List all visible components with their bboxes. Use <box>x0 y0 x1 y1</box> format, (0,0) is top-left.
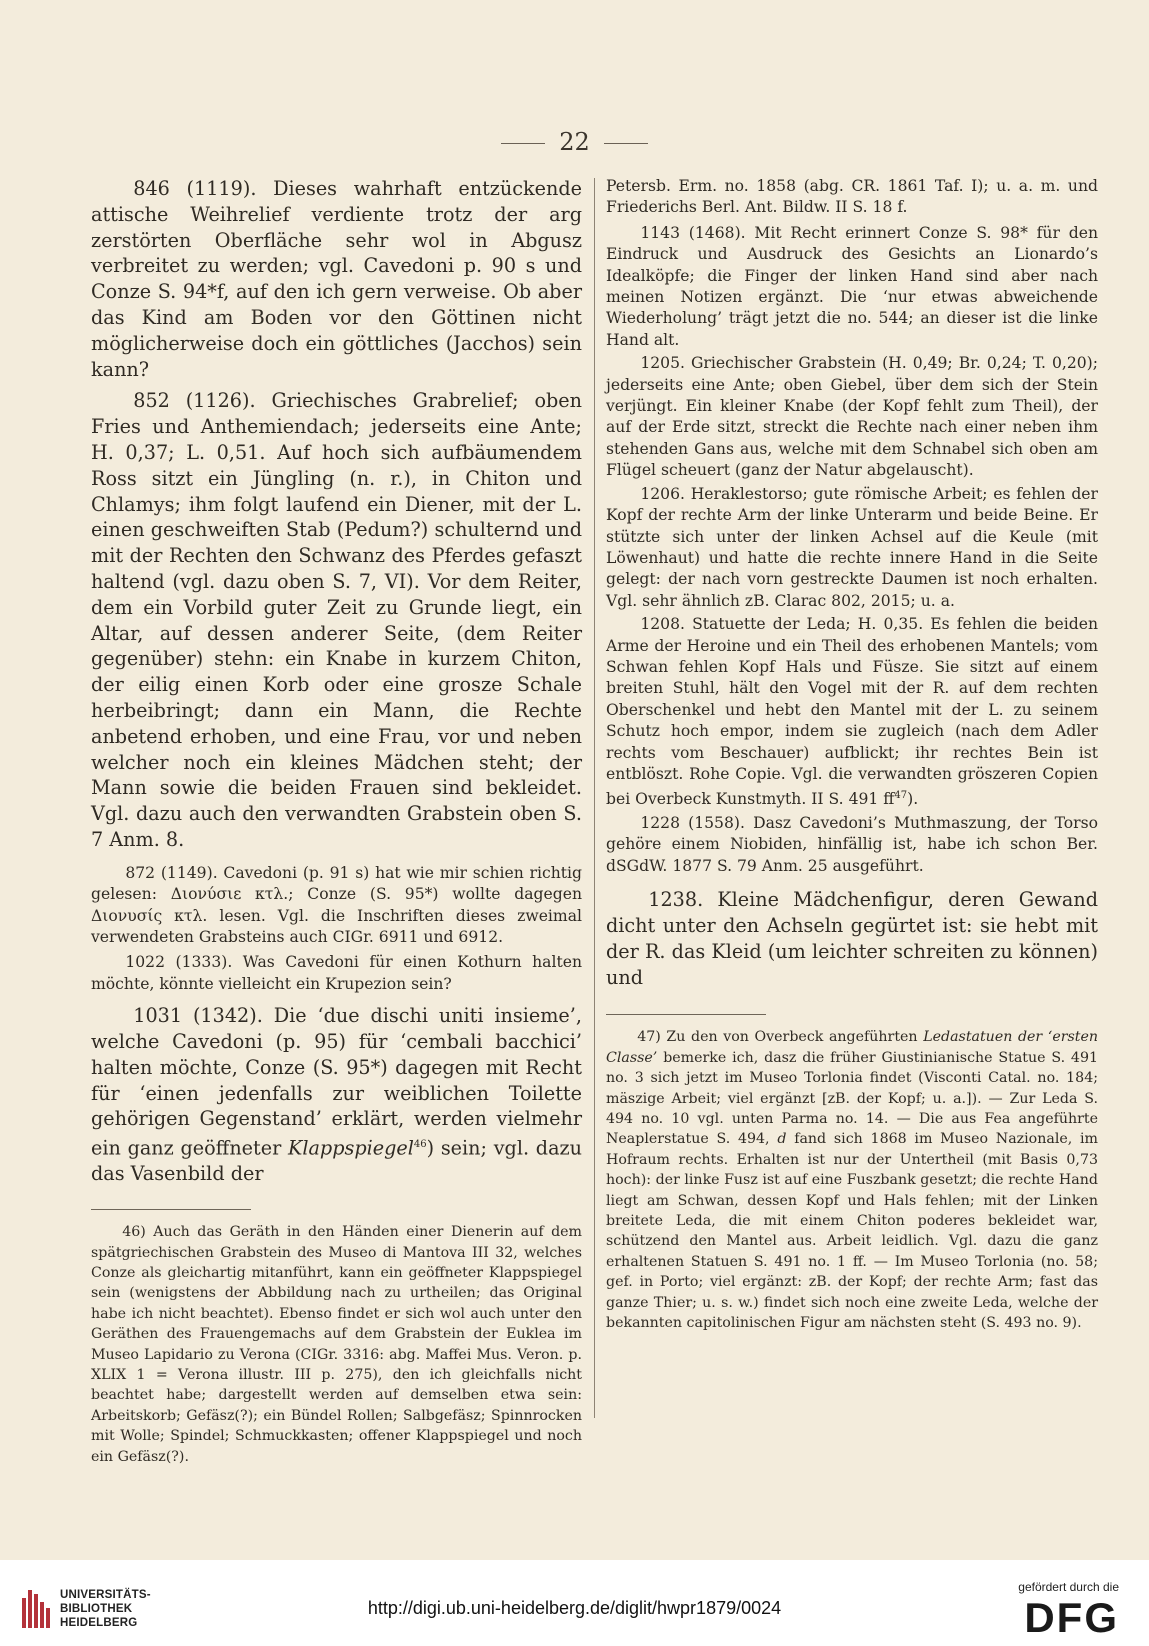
paragraph-1031 <box>91 1003 582 1187</box>
column-divider <box>594 178 595 1418</box>
library-name-line2: BIBLIOTHEK <box>60 1603 133 1615</box>
left-column <box>91 176 582 1467</box>
dfg-logo <box>979 1580 1119 1640</box>
footnote-ref-46: 46 <box>413 1139 427 1151</box>
footnote-47-text-2: bemerke ich, dasz die früher Giustinianische Statue S. 491 no. 3 sich jetzt im Museo Torlonia findet (Visconti Catal. no. 184; mäszige Arbeit; viel ergänzt [zB. der Kopf; u. a.]). — Zur Leda S. 494 no. 10 vgl. unten Parma no. 14. — Die aus Fea angeführte Neaplerstatue S. 494, <box>606 1049 1099 1148</box>
paragraph-continued: Petersb. Erm. no. 1858 (abg. CR. 1861 Taf. I); u. a. m. und Friederichs Berl. Ant. Bildw. II S. 18 f. <box>606 177 1098 217</box>
paragraph-1031-text: 1031 (1342). Die ‘due dischi uniti insieme’, welche Cavedoni (p. 95) für ‘cembali bacchici’ halten möchte, Conze (S. 95*) dagegen mit Recht für ‘einen jedenfalls zur weiblichen Toilette gehörigen Gegenstand’ erklärt, werden vielmehr ein ganz geöffneter <box>91 1004 582 1160</box>
right-column <box>606 176 1098 1333</box>
footnote-47-italic-d: d <box>777 1131 787 1148</box>
footnote-47-text-3: fand sich 1868 im Museo Nazionale, im Hofraum rechts. Erhalten ist nur der Untertheil (mit Basis 0,73 hoch): der linke Fusz ist auf eine Fuszbank gesetzt; die rechte Hand liegt am Schwan, dessen Kopf und Hals fehlen; mit der Linken breitete Leda, die mit einem Chiton poderes bekleidet war, schützend den Mantel aus. Arbeit leidlich. Vgl. dazu die ganz erhaltenen Statuen S. 491 no. 1 ff. — Im Museo Torlonia (no. 58; gef. in Porto; viel ergänzt: zB. der Kopf; der rechte Arm; fast das ganze Thier; u. s. w.) findet sich noch eine zweite Leda, welche der bekannten capitolinischen Figur am nächsten steht (S. 493 no. 9). <box>606 1131 1099 1332</box>
paragraph-846: 846 (1119). Dieses wahrhaft entzückende attische Weihrelief verdiente trotz der arg zerstörten Oberfläche sehr wol in Abgusz verbreitet zu werden; vgl. Cavedoni p. 90 s und Conze S. 94*f, auf den ich gern verweise. Ob aber das Kind am Boden vor den Göttinen nicht möglicherweise doch ein göttliches (Jacchos) sein kann? <box>91 177 582 381</box>
footnote-47 <box>606 1027 1098 1333</box>
paragraph-1208-end: ). <box>907 790 919 809</box>
paragraph-1031-italic: Klappspiegel <box>288 1136 414 1160</box>
paragraph-872: 872 (1149). Cavedoni (p. 91 s) hat wie mir schien richtig gelesen: Διονύσιε κτλ.; Conze (S. 95*) wollte dagegen Διονυσίς κτλ. lesen. Vgl. die Inschriften dieses zweimal verwendeten Grabsteins auch CIGr. 6911 und 6912. <box>91 863 582 946</box>
paragraph-852: 852 (1126). Griechisches Grabrelief; oben Fries und Anthemiendach; jederseits eine Ante; H. 0,37; L. 0,51. Auf hoch sich aufbäumendem Ross sitzt ein Jüngling (n. r.), in Chiton und Chlamys; ihm folgt laufend ein Diener, mit der L. einen geschweiften Stab (Pedum?) schulternd und mit der Rechten den Schwanz des Pferdes gefaszt haltend (vgl. dazu oben S. 7, VI). Vor dem Reiter, dem ein Vorbild guter Zeit zu Grunde liegt, ein Altar, auf dessen anderer Seite, (dem Reiter gegenüber) stehn: ein Knabe in kurzem Chiton, der eilig einen Korb oder eine grosze Schale herbeibringt; dann ein Mann, die Rechte anbetend erhoben, und eine Frau, vor und neben welcher noch ein kleines Mädchen steht; der Mann sowie die beiden Frauen sind bekleidet. Vgl. dazu auch den verwandten Grabstein oben S. 7 Anm. 8. <box>91 389 582 851</box>
paragraph-1206: 1206. Heraklestorso; gute römische Arbeit; es fehlen der Kopf der rechte Arm der linke Unterarm und beide Beine. Er stützte sich unter der linken Achsel auf die Keule (mit Löwenhaut) und hatte die rechte innere Hand in die Seite gelegt: der nach vorn gestreckte Daumen ist noch erhalten. Vgl. sehr ähnlich zB. Clarac 802, 2015; u. a. <box>606 484 1098 610</box>
paragraph-1228: 1228 (1558). Dasz Cavedoni’s Muthmaszung, der Torso gehöre einem Niobiden, hinfällig ist, habe ich schon Ber. dSGdW. 1877 S. 79 Anm. 25 ausgeführt. <box>606 813 1098 875</box>
footnote-47-text: 47) Zu den von Overbeck angeführten <box>637 1029 918 1046</box>
paragraph-1208 <box>606 614 1098 811</box>
sponsor-text: gefördert durch die <box>1018 1580 1119 1594</box>
paragraph-1031-text-end: ) sein; vgl. dazu das Vasenbild der <box>91 1136 582 1186</box>
paragraph-1238: 1238. Kleine Mädchenfigur, deren Gewand dicht unter den Achseln gegürtet ist: sie hebt mit der R. das Kleid (um leichter schreiten zu können) und <box>606 888 1098 989</box>
page-number-text: 22 <box>559 128 590 156</box>
footnote-47-italic: Ledastatuen der ‘ersten Classe’ <box>606 1029 1099 1066</box>
footnote-rule-right <box>606 1014 766 1015</box>
dfg-logo-text: DFG <box>1024 1594 1119 1641</box>
library-name-line1: UNIVERSITÄTS- <box>60 1589 151 1601</box>
paragraph-1208-text: 1208. Statuette der Leda; H. 0,35. Es fehlen die beiden Arme der Heroine und ein Theil des erhobenen Mantels; vom Schwan fehlen Kopf Hals und Füsze. Sie sitzt auf einem breiten Stuhl, hält den Vogel mit der R. auf dem rechten Oberschenkel und hebt den Mantel mit der L. zu seinem Schutz hoch empor, indem sie zugleich (nach dem Adler rechts vom Beschauer) aufblickt; ihr rechtes Bein ist entblöszt. Rohe Copie. Vgl. die verwandten gröszeren Copien bei Overbeck Kunstmyth. II S. 491 ff <box>606 615 1098 809</box>
page-number-rule-left <box>501 143 545 144</box>
paragraph-1205: 1205. Griechischer Grabstein (H. 0,49; Br. 0,24; T. 0,20); jederseits eine Ante; oben Giebel, über dem sich der Stein verjüngt. Ein kleiner Knabe (der Kopf fehlt zum Theil), der auf der Erde sitzt, streckt die Rechte nach einer neben ihm stehenden Gans aus, welche mit dem Schnabel sich oben am Flügel scheuert (ganz der Natur abgelauscht). <box>606 354 1098 480</box>
footnote-46: 46) Auch das Geräth in den Händen einer Dienerin auf dem spätgriechischen Grabstein des Museo di Mantova III 32, welches Conze als gleichartig mitanführt, kann ein geöffneter Klappspiegel sein (wenigstens der Abbildung nach zu urtheilen; das Original habe ich nicht beachtet). Ebenso findet er sich wol auch unter den Geräthen des Frauengemachs auf dem Grabstein der Euklea im Museo Lapidario zu Verona (CIGr. 3316: abg. Maffei Mus. Veron. p. XLIX 1 = Verona illustr. III p. 275), den ich gleichfalls nicht beachtet habe; dargestellt werden auf demselben etwa sein: Arbeitskorb; Gefäsz(?); ein Bündel Rollen; Salbgefäsz; Spinnrocken mit Wolle; Spindel; Schmuckkasten; offener Klappspiegel und noch ein Gefäsz(?). <box>91 1224 582 1465</box>
footnote-rule-left <box>91 1209 251 1210</box>
source-url-link[interactable]: http://digi.ub.uni-heidelberg.de/diglit/hwpr1879/0024 <box>367 1598 782 1618</box>
paragraph-1022: 1022 (1333). Was Cavedoni für einen Kothurn halten möchte, könnte vielleicht ein Krupezion sein? <box>91 953 582 993</box>
paragraph-1143: 1143 (1468). Mit Recht erinnert Conze S. 98* für den Eindruck und Ausdruck des Gesichts an Lionardo’s Idealköpfe; die Finger der linken Hand sind aber nach meinen Notizen ergänzt. Die ‘nur etwas abweichende Wiederholung’ trägt jetzt die no. 544; an dieser ist die linke Hand alt. <box>606 223 1098 349</box>
page-number <box>0 128 1149 156</box>
page-number-rule-right <box>604 143 648 144</box>
library-name-line3: HEIDELBERG <box>60 1617 138 1629</box>
footnote-ref-47: 47 <box>894 790 908 802</box>
